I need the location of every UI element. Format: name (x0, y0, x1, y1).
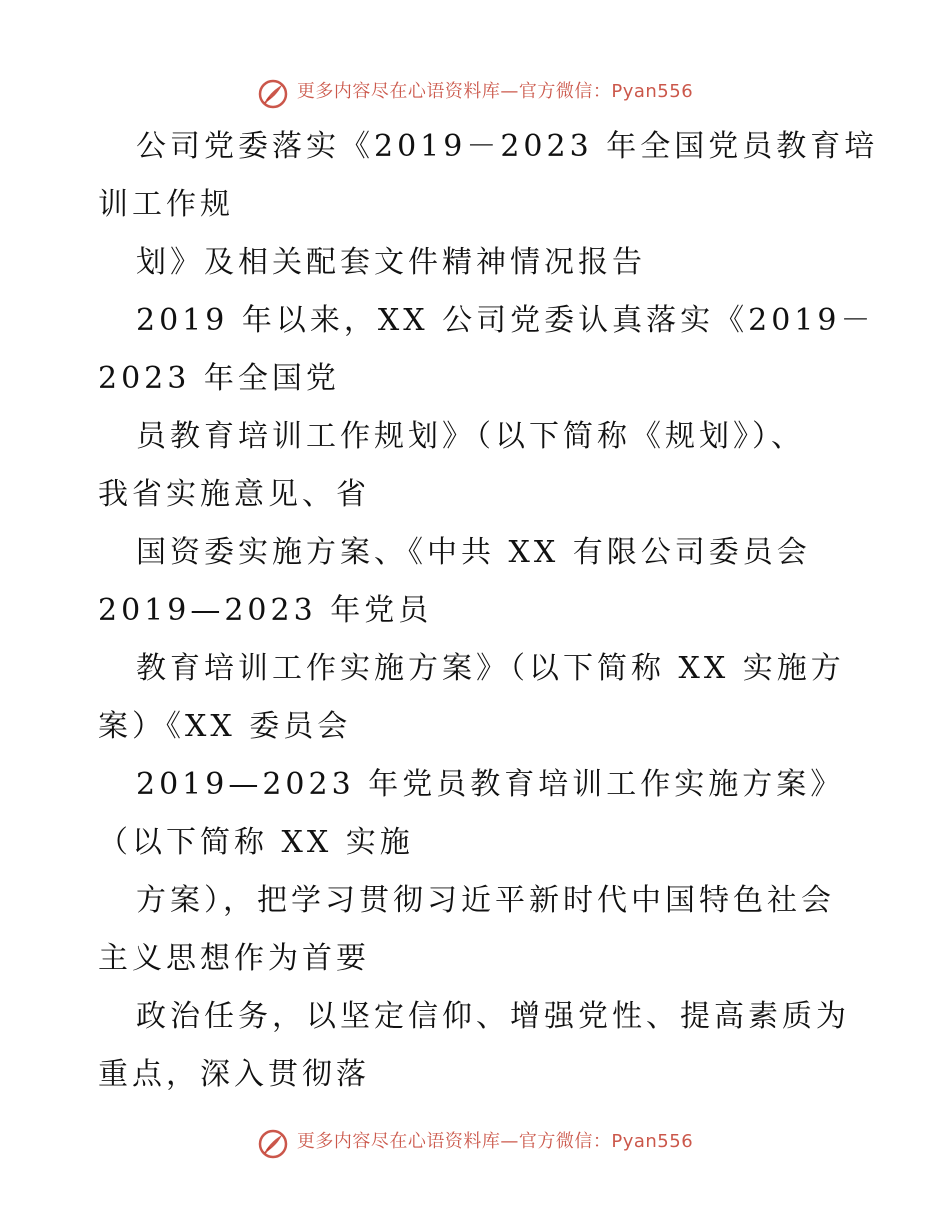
text-line: 训工作规 (98, 187, 234, 222)
text-line: 国资委实施方案、《中共 XX 有限公司委员会 (136, 535, 811, 570)
text-line: 案）《XX 委员会 (98, 709, 352, 744)
text-line: 政治任务，以坚定信仰、增强党性、提高素质为 (136, 999, 850, 1034)
watermark-footer (0, 1120, 950, 1160)
text-line: 方案），把学习贯彻习近平新时代中国特色社会 (136, 883, 835, 918)
watermark-header (0, 70, 950, 110)
text-line: 2019—2023 年党员教育培训工作实施方案》 (136, 767, 845, 802)
text-line: 2023 年全国党 (98, 361, 340, 396)
watermark-text: 更多内容尽在心语资料库—官方微信：Pyan556 (296, 81, 694, 102)
quill-logo-icon (257, 1128, 289, 1160)
text-line: （以下简称 XX 实施 (98, 825, 414, 860)
text-line: 重点，深入贯彻落 (98, 1057, 370, 1092)
text-line: 2019—2023 年党员 (98, 593, 433, 628)
text-line: 我省实施意见、省 (98, 477, 370, 512)
quill-logo-icon (257, 78, 289, 110)
text-line: 教育培训工作实施方案》（以下简称 XX 实施方 (136, 651, 845, 686)
text-line: 2019 年以来，XX 公司党委认真落实《2019－ (136, 303, 875, 338)
text-line: 主义思想作为首要 (98, 941, 370, 976)
text-line: 划》及相关配套文件精神情况报告 (136, 245, 646, 280)
document-body (98, 118, 878, 1104)
text-line: 公司党委落实《2019－2023 年全国党员教育培 (136, 129, 879, 164)
text-line: 员教育培训工作规划》（以下简称《规划》）、 (136, 419, 805, 454)
watermark-text: 更多内容尽在心语资料库—官方微信：Pyan556 (296, 1131, 694, 1152)
